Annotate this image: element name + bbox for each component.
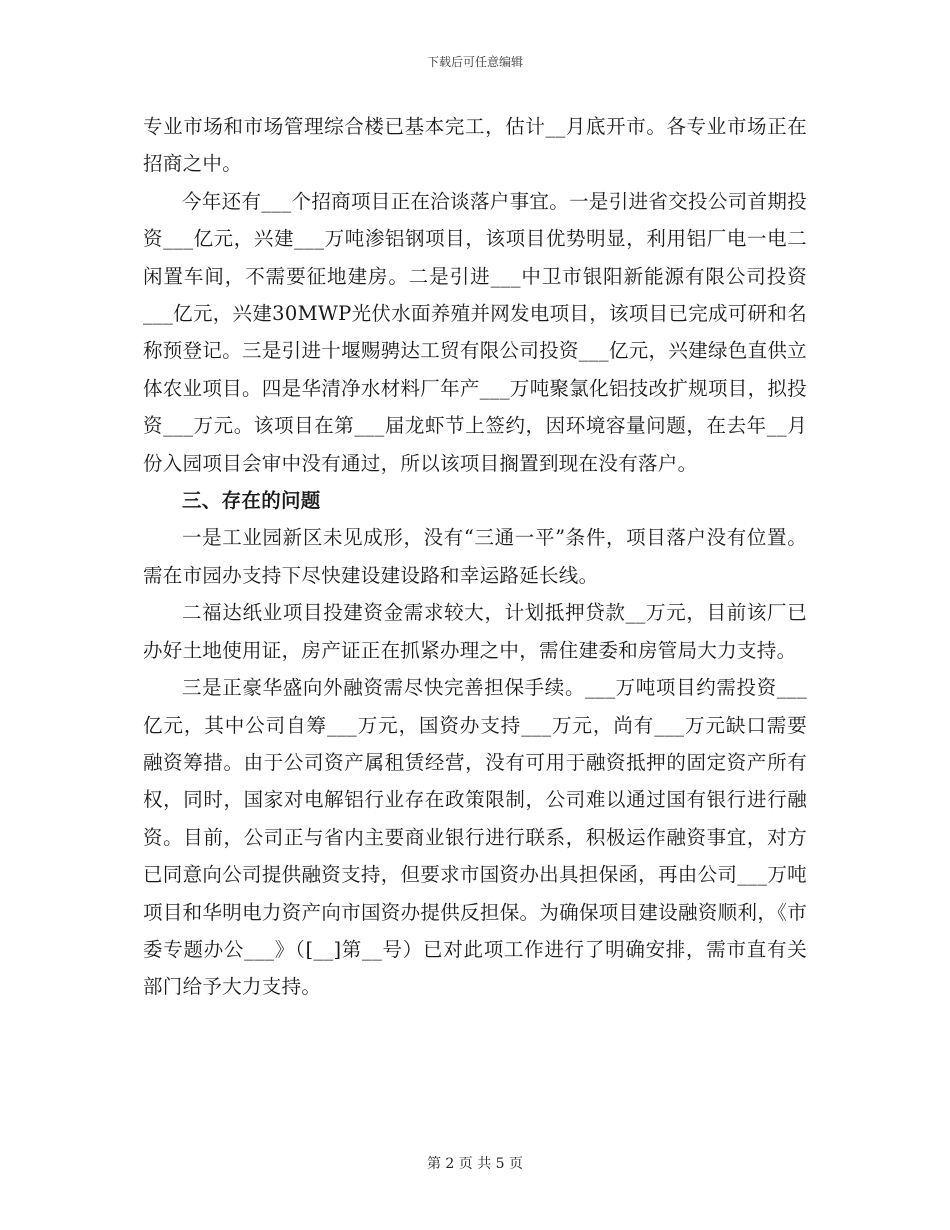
- page-header: 下载后可任意编辑: [426, 55, 523, 69]
- issue-paragraph: 二福达纸业项目投建资金需求较大，计划抵押贷款__万元，目前该厂已办好土地使用证，房产证正在抓紧办理之中，需住建委和房管局大力支持。: [143, 601, 807, 662]
- page-footer: 第 2 页 共 5 页: [426, 1156, 524, 1172]
- section-heading: 三、存在的问题: [182, 489, 321, 513]
- document-body: [143, 108, 807, 1006]
- issue-paragraph: 三是正豪华盛向外融资需尽快完善担保手续。___万吨项目约需投资___亿元，其中公司自筹___万元，国资办支持___万元，尚有___万元缺口需要融资筹措。由于公司资产属租赁经营，没有可用于融资抵押的固定资产所有权，同时，国家对电解铝行业存在政策限制，公司难以通过国有银行进行融资。目前，公司正与省内主要商业银行进行联系，积极运作融资事宜，对方已同意向公司提供融资支持，但要求市国资办出具担保函，再由公司___万吨项目和华明电力资产向市国资办提供反担保。为确保项目建设融资顺利，《市委专题办公___》（[__]第__号）已对此项工作进行了明确安排，需市直有关部门给予大力支持。: [143, 676, 807, 999]
- paragraph: 专业市场和市场管理综合楼已基本完工，估计__月底开市。各专业市场正在招商之中。: [143, 115, 807, 176]
- issue-paragraph: 一是工业园新区未见成形，没有“三通一平”条件，项目落户没有位置。需在市园办支持下尽快建设建设路和幸运路延长线。: [143, 526, 807, 587]
- paragraph: 今年还有___个招商项目正在洽谈落户事宜。一是引进省交投公司首期投资___亿元，兴建___万吨渗铝钢项目，该项目优势明显，利用铝厂电一电二闲置车间，不需要征地建房。二是引进___中卫市银阳新能源有限公司投资___亿元，兴建30MWP光伏水面养殖并网发电项目，该项目已完成可研和名称预登记。三是引进十堰赐骋达工贸有限公司投资___亿元，兴建绿色直供立体农业项目。四是华清净水材料厂年产___万吨聚氯化铝技改扩规项目，拟投资___万元。该项目在第___届龙虾节上签约，因环境容量问题，在去年__月份入园项目会审中没有通过，所以该项目搁置到现在没有落户。: [143, 189, 807, 475]
